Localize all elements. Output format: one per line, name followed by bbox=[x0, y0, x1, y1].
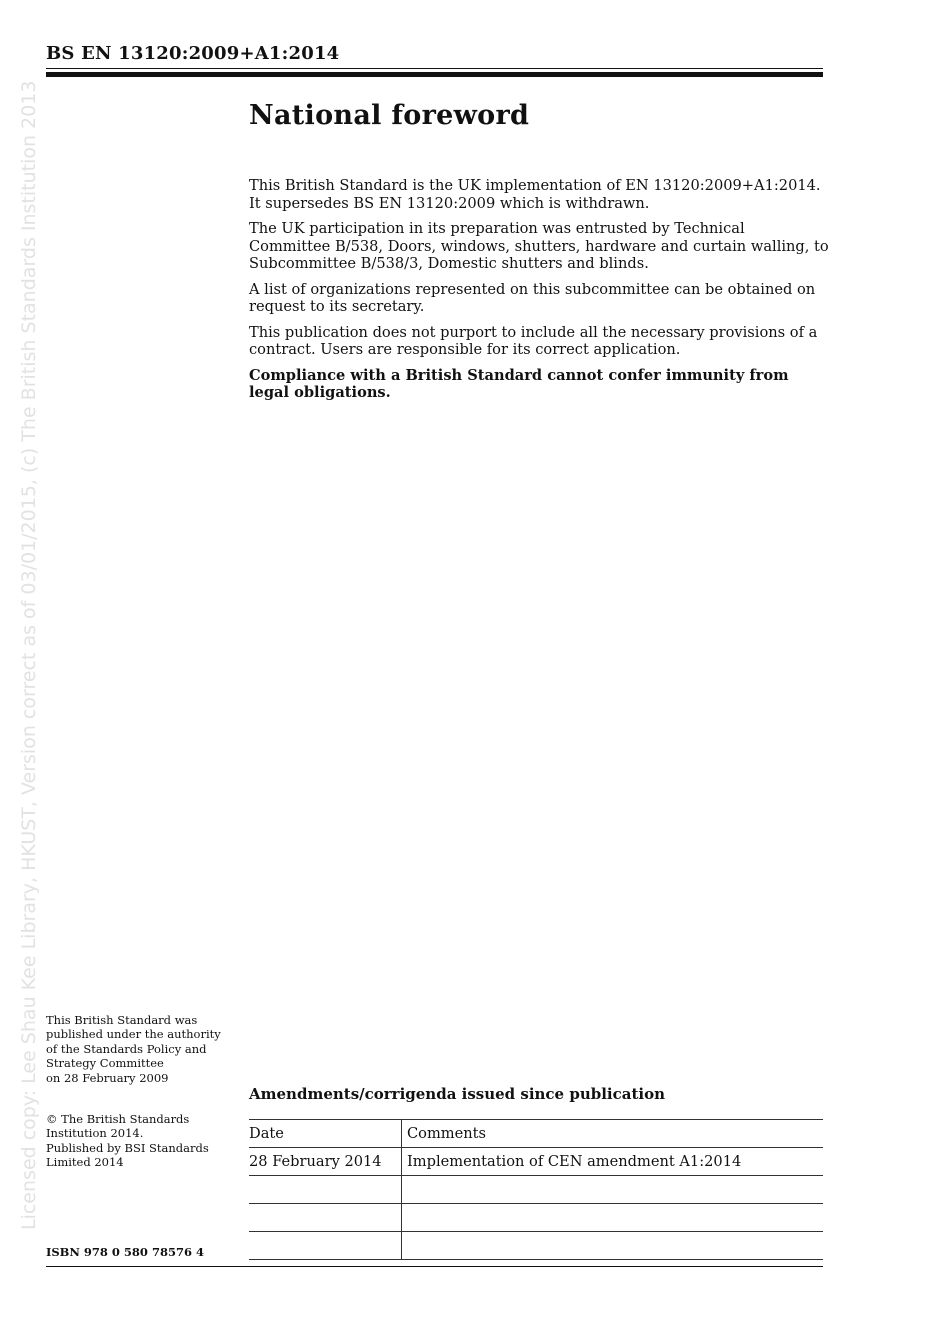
authority-line: of the Standards Policy and bbox=[46, 1041, 207, 1056]
amendment-date bbox=[249, 1204, 402, 1232]
copyright-line: Published by BSI Standards bbox=[46, 1140, 209, 1155]
copyright-line: © The British Standards bbox=[46, 1112, 190, 1126]
amendment-date bbox=[249, 1232, 402, 1260]
amendment-comment bbox=[402, 1204, 824, 1232]
amendments-heading: Amendments/corrigenda issued since publication bbox=[249, 1085, 665, 1103]
amendment-date: 28 February 2014 bbox=[249, 1148, 402, 1176]
table-row bbox=[249, 1232, 823, 1260]
amendments-table bbox=[249, 1119, 823, 1260]
amendment-comment: Implementation of CEN amendment A1:2014 bbox=[402, 1148, 824, 1176]
table-row bbox=[249, 1148, 823, 1176]
document-code: BS EN 13120:2009+A1:2014 bbox=[46, 43, 340, 64]
table-row bbox=[249, 1176, 823, 1204]
authority-line: Strategy Committee bbox=[46, 1056, 164, 1071]
amendment-comment bbox=[402, 1232, 824, 1260]
header-rule-thin bbox=[46, 68, 823, 69]
column-header-date: Date bbox=[249, 1120, 402, 1148]
main-content bbox=[249, 100, 829, 410]
page-title: National foreword bbox=[249, 100, 530, 131]
header-rule-thick bbox=[46, 72, 823, 77]
authority-line: published under the authority bbox=[46, 1027, 221, 1042]
paragraph-implementation: This British Standard is the UK implementation of EN 13120:2009+A1:2014. It supersedes BS EN 13120:2009 which is withdrawn. bbox=[249, 177, 821, 212]
column-header-comments: Comments bbox=[402, 1120, 824, 1148]
license-watermark: Licensed copy: Lee Shau Kee Library, HKUST, Version correct as of 03/01/2015, (c) The British Standards Institution 2013 bbox=[18, 80, 40, 1230]
paragraph-participation: The UK participation in its preparation was entrusted by Technical Committee B/538, Doors, windows, shutters, hardware and curtain walling, to Subcommittee B/538/3, Domestic shutters and blinds. bbox=[249, 220, 829, 272]
amendment-date bbox=[249, 1176, 402, 1204]
paragraph-organizations: A list of organizations represented on this subcommittee can be obtained on request to its secretary. bbox=[249, 280, 816, 315]
paragraph-compliance: Compliance with a British Standard cannot confer immunity from legal obligations. bbox=[249, 366, 789, 401]
publication-authority-note bbox=[46, 1013, 236, 1085]
authority-line: This British Standard was bbox=[46, 1013, 198, 1027]
table-row bbox=[249, 1204, 823, 1232]
copyright-line: Limited 2014 bbox=[46, 1155, 124, 1170]
amendment-comment bbox=[402, 1176, 824, 1204]
isbn-number: ISBN 978 0 580 78576 4 bbox=[46, 1245, 204, 1259]
table-header-row bbox=[249, 1120, 823, 1148]
paragraph-provisions: This publication does not purport to include all the necessary provisions of a contract. Users are responsible for its correct application. bbox=[249, 323, 818, 358]
copyright-line: Institution 2014. bbox=[46, 1126, 144, 1141]
copyright-note bbox=[46, 1112, 236, 1170]
authority-line: on 28 February 2009 bbox=[46, 1070, 169, 1085]
footer-rule bbox=[46, 1266, 823, 1267]
